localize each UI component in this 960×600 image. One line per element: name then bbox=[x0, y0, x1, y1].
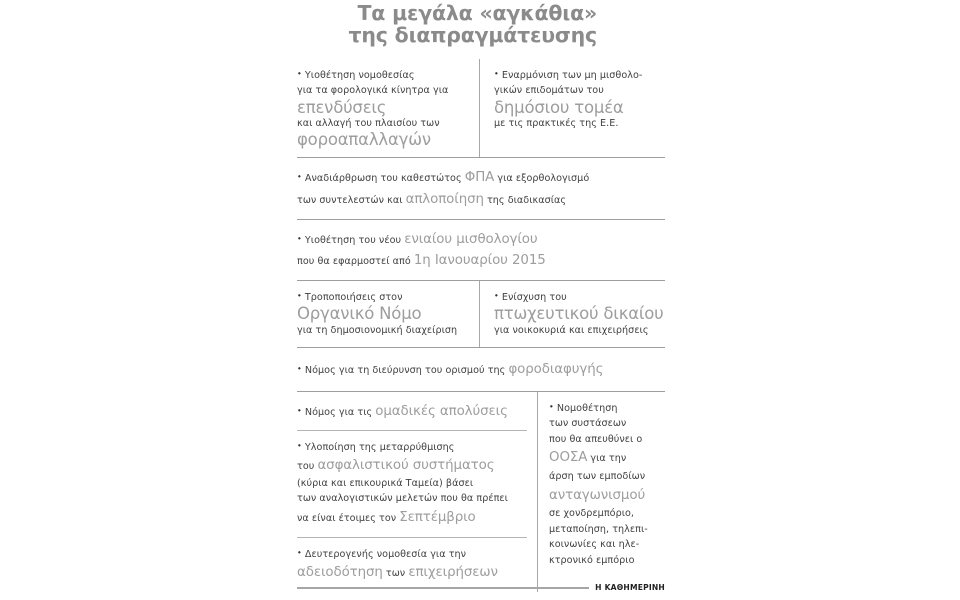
row-organic-law-bankruptcy bbox=[297, 281, 665, 347]
tax-legislation-line-1 bbox=[297, 68, 469, 83]
public-sector-text-1: Εναρμόνιση των μη μισθολο- bbox=[498, 70, 643, 82]
bullet-icon: • bbox=[297, 69, 302, 79]
bankruptcy-text-a: Ενίσχυση του bbox=[498, 292, 567, 304]
bullet-icon: • bbox=[297, 172, 302, 182]
item-payscale bbox=[297, 220, 665, 280]
bullet-icon: • bbox=[549, 402, 554, 412]
insurance-line-2 bbox=[297, 455, 527, 476]
bankruptcy-line-3: για νοικοκυριά και επιχειρήσεις bbox=[494, 324, 649, 336]
oecd-line-3: που θα απευθύνει ο bbox=[549, 433, 643, 445]
oecd-line-10: κτρονικό εμπόριο bbox=[549, 554, 635, 566]
licensing-highlight-1: αδειοδότηση bbox=[297, 564, 383, 580]
oecd-line-1 bbox=[549, 401, 665, 417]
payscale-text-c: που θα εφαρμοστεί από bbox=[297, 255, 414, 267]
title-line-1: Τα μεγάλα «αγκάθια» bbox=[357, 1, 597, 25]
organic-law-text-a: Τροποποιήσεις στον bbox=[301, 292, 403, 304]
tax-legislation-highlight-2: φοροαπαλλαγών bbox=[297, 130, 431, 150]
bullet-icon: • bbox=[297, 406, 302, 416]
insurance-text-1: Υλοποίηση της μεταρρύθμισης bbox=[301, 442, 455, 453]
insurance-text-5-pre: να είναι έτοιμες τον bbox=[297, 512, 400, 524]
source-credit: Η ΚΑΘΗΜΕΡΙΝΗ bbox=[595, 583, 665, 592]
public-sector-line-1 bbox=[494, 68, 665, 83]
title-line-2: της διαπραγμάτευσης bbox=[348, 23, 597, 48]
oecd-text-4-rest: για την bbox=[587, 453, 627, 465]
insurance-line-1 bbox=[297, 440, 527, 455]
payscale-line-2 bbox=[297, 250, 665, 271]
footer-rule bbox=[297, 587, 589, 589]
bottom-section bbox=[297, 392, 665, 592]
oecd-text-1: Νομοθέτηση bbox=[553, 402, 618, 414]
item-insurance-reform bbox=[297, 431, 527, 537]
footer bbox=[297, 583, 665, 592]
payscale-highlight-1: ενιαίου μισθολογίου bbox=[404, 231, 538, 247]
bottom-left-column bbox=[297, 392, 537, 592]
oecd-highlight-2: ανταγωνισμού bbox=[549, 487, 646, 503]
vat-text-f: της διαδικασίας bbox=[483, 194, 567, 206]
public-sector-line-4: με τις πρακτικές της Ε.Ε. bbox=[494, 117, 619, 129]
tax-legislation-text-1: Υιοθέτηση νομοθεσίας bbox=[301, 70, 415, 82]
item-bankruptcy bbox=[480, 281, 665, 347]
tax-evasion-highlight: φοροδιαφυγής bbox=[508, 361, 604, 377]
bankruptcy-line-1 bbox=[494, 290, 665, 305]
insurance-line-3: (κύρια και επικουρικά Ταμεία) βάσει bbox=[297, 478, 474, 490]
bullet-icon: • bbox=[494, 291, 499, 301]
bullet-icon: • bbox=[297, 234, 302, 244]
oecd-highlight-1: ΟΟΣΑ bbox=[549, 450, 588, 466]
oecd-line-4 bbox=[549, 447, 665, 469]
tax-evasion-line-1 bbox=[297, 359, 665, 380]
organic-law-highlight: Οργανικό Νόμο bbox=[297, 304, 422, 324]
item-organic-law bbox=[297, 281, 479, 347]
licensing-line-2 bbox=[297, 562, 527, 583]
tax-evasion-text-a: Νόμος για τη διεύρυνση του ορισμού της bbox=[301, 364, 509, 376]
licensing-text-mid: των bbox=[382, 567, 409, 579]
page-title bbox=[297, 0, 665, 46]
oecd-line-2: των συστάσεων bbox=[549, 418, 627, 430]
insurance-line-4: των αναλογιστικών μελετών που θα πρέπει bbox=[297, 493, 508, 505]
public-sector-highlight: δημόσιου τομέα bbox=[494, 97, 624, 117]
organic-law-line-3: για τη δημοσιονομική διαχείριση bbox=[297, 324, 458, 336]
infographic-root bbox=[297, 0, 665, 600]
bullet-icon: • bbox=[297, 291, 302, 301]
item-tax-legislation bbox=[297, 59, 479, 157]
item-layoffs bbox=[297, 392, 527, 430]
vat-text-c: για εξορθολογισμό bbox=[494, 173, 590, 185]
item-oecd bbox=[538, 392, 665, 592]
layoffs-highlight: ομαδικές απολύσεις bbox=[375, 403, 508, 419]
tax-legislation-line-4: και αλλαγή του πλαισίου των bbox=[297, 117, 440, 129]
layoffs-text-a: Νόμος για τις bbox=[301, 406, 376, 418]
vat-line-1 bbox=[297, 167, 665, 188]
bullet-icon: • bbox=[297, 441, 302, 451]
oecd-line-7: σε χονδρεμπόριο, bbox=[549, 508, 635, 520]
vat-line-2 bbox=[297, 189, 665, 210]
insurance-text-2-pre: του bbox=[297, 461, 318, 473]
vat-text-a: Αναδιάρθρωση του καθεστώτος bbox=[301, 173, 465, 185]
insurance-highlight-2: Σεπτέμβριο bbox=[399, 509, 476, 525]
bullet-icon: • bbox=[297, 364, 302, 374]
licensing-text-1: Δευτερογενής νομοθεσία για την bbox=[301, 548, 467, 560]
insurance-highlight-1: ασφαλιστικού συστήματος bbox=[317, 458, 495, 474]
oecd-line-8: μεταποίηση, τηλεπι- bbox=[549, 523, 648, 535]
licensing-line-1 bbox=[297, 547, 527, 562]
item-tax-evasion bbox=[297, 348, 665, 391]
insurance-line-5 bbox=[297, 507, 527, 528]
item-public-sector bbox=[480, 59, 665, 157]
payscale-text-a: Υιοθέτηση του νέου bbox=[301, 234, 405, 246]
payscale-highlight-2: 1η Ιανουαρίου 2015 bbox=[413, 252, 546, 268]
oecd-line-5: άρση των εμποδίων bbox=[549, 471, 646, 483]
oecd-line-9: κοινωνίες και ηλε- bbox=[549, 539, 640, 551]
bankruptcy-highlight: πτωχευτικού δικαίου bbox=[494, 304, 664, 324]
tax-legislation-line-2: για τα φορολογικά κίνητρα για bbox=[297, 85, 449, 97]
licensing-highlight-2: επιχειρήσεων bbox=[408, 564, 498, 580]
vat-text-d: των συντελεστών και bbox=[297, 194, 406, 206]
bullet-icon: • bbox=[494, 69, 499, 79]
organic-law-line-1 bbox=[297, 290, 469, 305]
vat-highlight-1: ΦΠΑ bbox=[464, 170, 495, 186]
bullet-icon: • bbox=[297, 548, 302, 558]
public-sector-line-2: γικών επιδομάτων του bbox=[494, 85, 604, 97]
row-investments-public-sector bbox=[297, 59, 665, 157]
layoffs-line-1 bbox=[297, 401, 527, 422]
item-vat bbox=[297, 158, 665, 218]
vat-highlight-2: απλοποίηση bbox=[405, 191, 484, 207]
tax-legislation-highlight-1: επενδύσεις bbox=[297, 97, 387, 117]
payscale-line-1 bbox=[297, 229, 665, 250]
